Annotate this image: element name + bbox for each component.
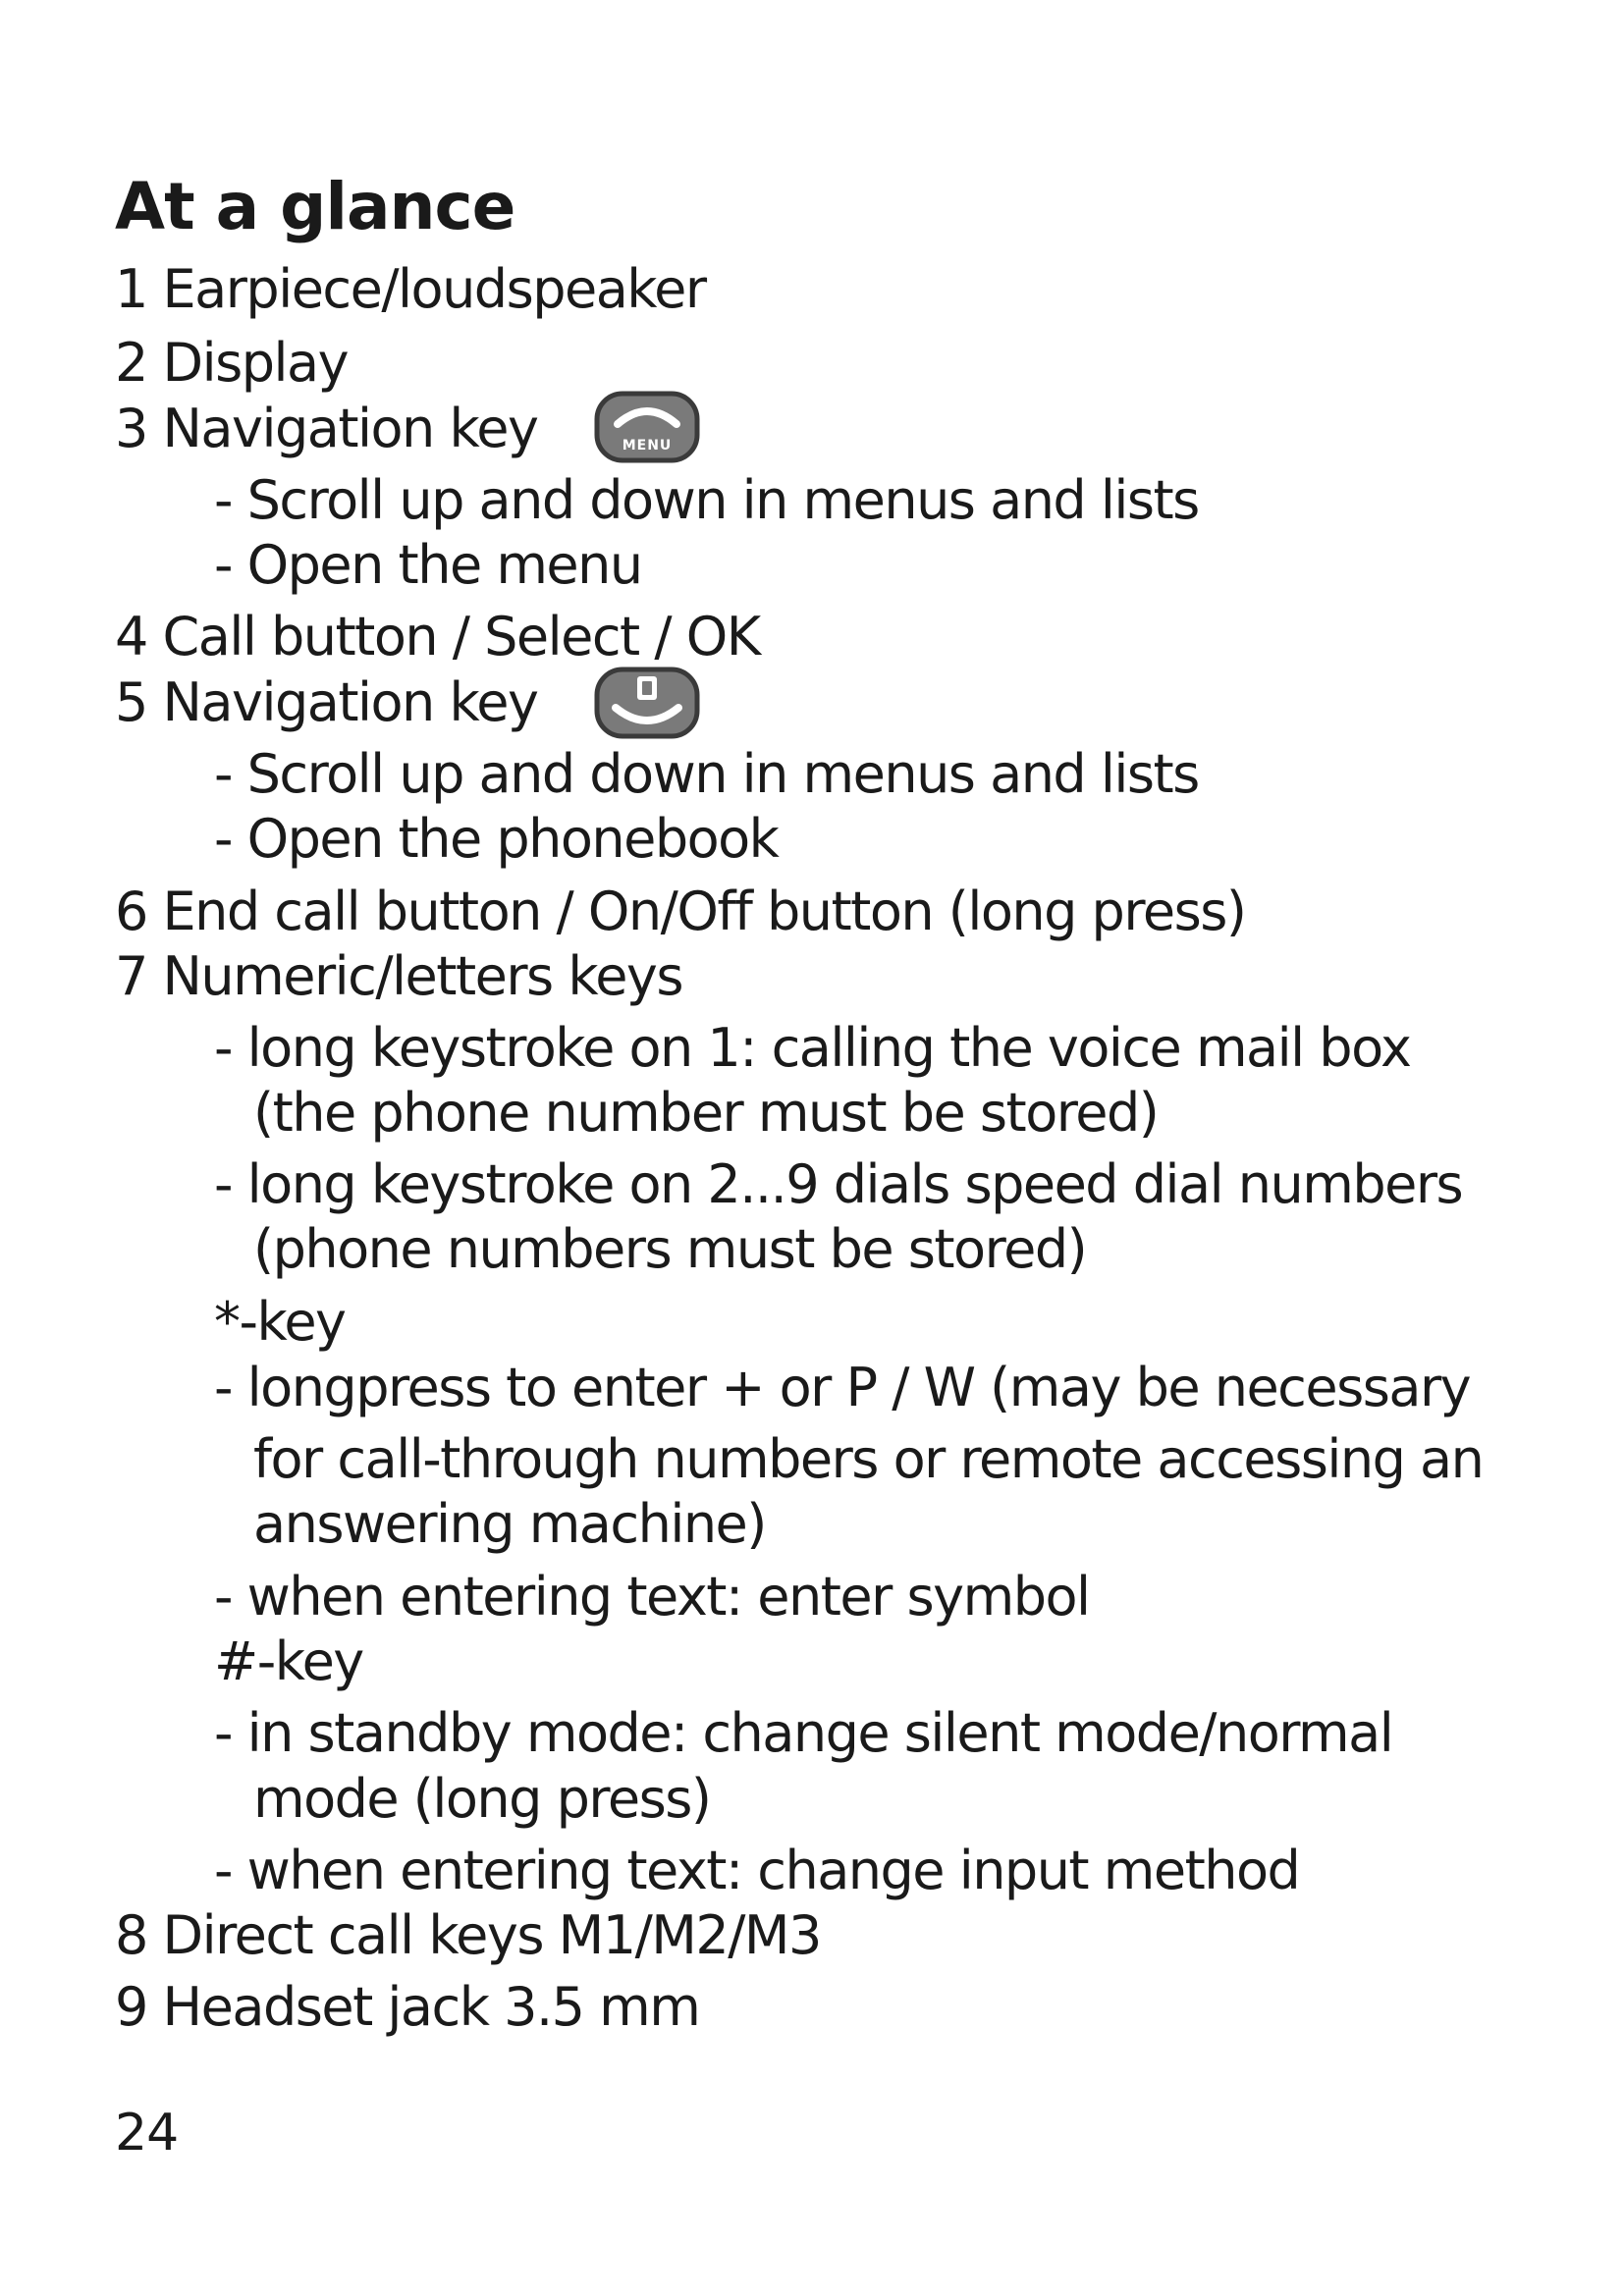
item-earpiece-loudspeaker: 1 Earpiece/loudspeaker [115,258,706,320]
item-call-button: 4 Call button / Select / OK [115,606,760,667]
page-title: At a glance [115,169,515,244]
item-speed-dial-line: - long keystroke on 2...9 dials speed dial numbers [214,1153,1463,1215]
item-input-method: - when entering text: change input method [214,1840,1300,1901]
item-voicemail-note: (the phone number must be stored) [253,1082,1159,1144]
menu-key-label: MENU [622,438,673,454]
item-display: 2 Display [115,332,349,394]
item-longpress-cont-2: answering machine) [253,1493,766,1555]
item-headset-jack: 9 Headset jack 3.5 mm [115,1976,700,2038]
item-numeric-keys: 7 Numeric/letters keys [115,945,683,1007]
item-enter-symbol: - when entering text: enter symbol [214,1566,1090,1628]
item-scroll-menus-1: - Scroll up and down in menus and lists [214,469,1199,531]
item-end-call-button: 6 End call button / On/Off button (long press) [115,881,1246,942]
item-open-menu: - Open the menu [214,534,642,596]
item-scroll-menus-2: - Scroll up and down in menus and lists [214,743,1199,805]
item-open-phonebook: - Open the phonebook [214,808,779,870]
item-standby-cont: mode (long press) [253,1768,711,1830]
item-direct-call-keys: 8 Direct call keys M1/M2/M3 [115,1904,821,1966]
item-voicemail-line: - long keystroke on 1: calling the voice mail box [214,1017,1411,1079]
item-longpress-line: - longpress to enter + or P / W (may be necessary [214,1357,1471,1418]
phonebook-down-key-icon [594,667,700,739]
item-navigation-key-menu: 3 Navigation key [115,398,538,459]
menu-up-key-icon [594,391,700,463]
item-star-key: *-key [214,1291,346,1353]
page-number: 24 [115,2104,179,2163]
item-longpress-cont-1: for call-through numbers or remote accessing an [253,1428,1484,1490]
item-speed-dial-note: (phone numbers must be stored) [253,1218,1087,1280]
item-navigation-key-phonebook: 5 Navigation key [115,671,538,733]
item-standby-line: - in standby mode: change silent mode/normal [214,1702,1393,1764]
item-hash-key: #-key [214,1630,363,1692]
